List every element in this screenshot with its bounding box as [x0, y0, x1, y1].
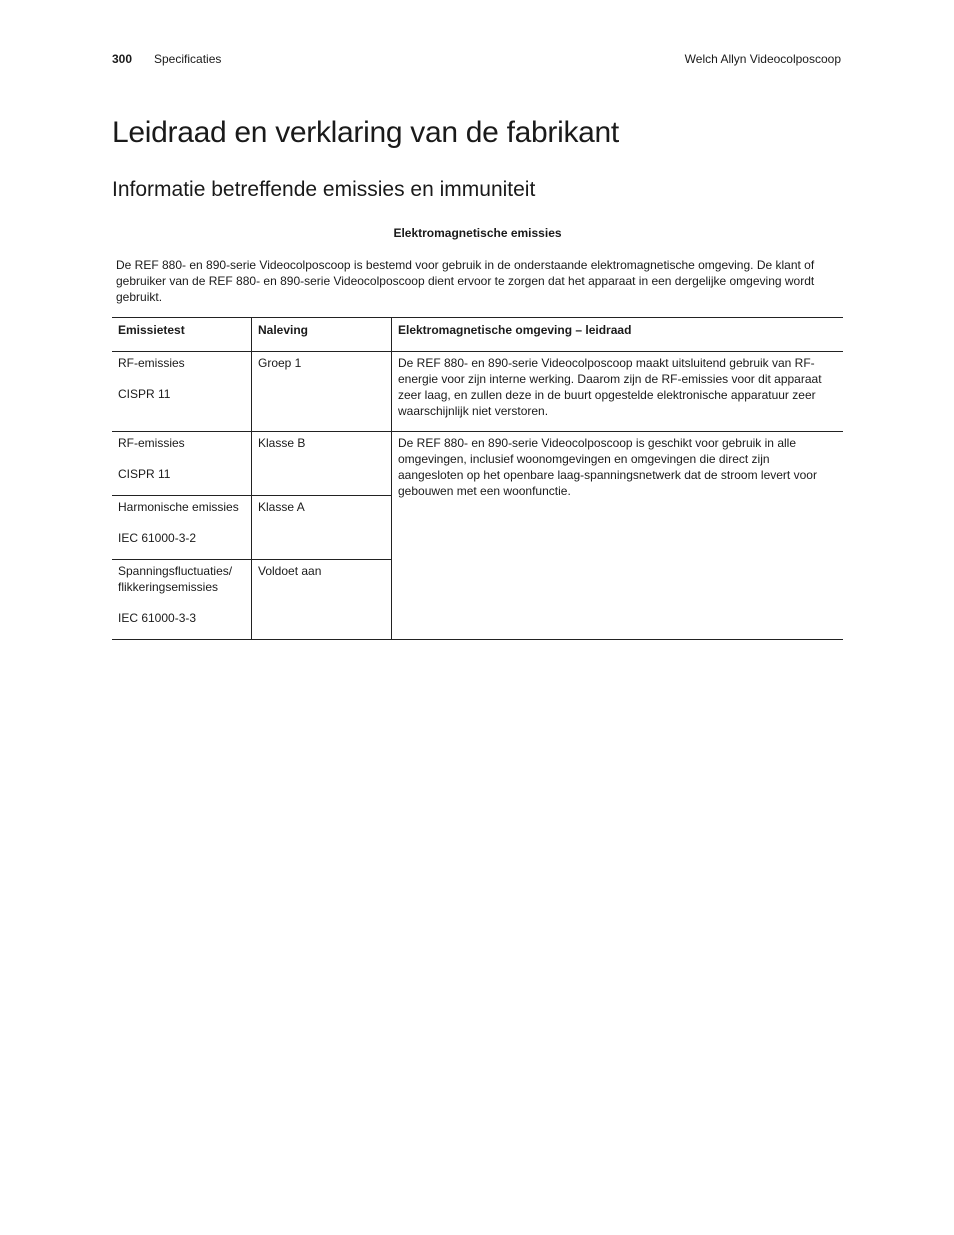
- table-caption: Elektromagnetische emissies: [393, 226, 562, 240]
- page-header: [112, 52, 841, 70]
- header-emission-test: Emissietest: [112, 318, 252, 352]
- test-standard: IEC 61000-3-3: [118, 611, 197, 625]
- test-name: RF-emissies: [118, 436, 185, 450]
- header-guidance: Elektromagnetische omgeving – leidraad: [398, 323, 632, 337]
- emission-test-cell: [112, 560, 252, 640]
- compliance-cell: Groep 1: [252, 352, 392, 432]
- table-header-row: [112, 318, 843, 352]
- emissions-table: [112, 317, 843, 640]
- emission-test-cell: [112, 432, 252, 496]
- compliance-cell: Klasse B: [252, 432, 392, 496]
- compliance-cell: Voldoet aan: [252, 560, 392, 640]
- test-standard: CISPR 11: [118, 387, 171, 401]
- page-number: 300: [112, 52, 133, 66]
- document-title: Welch Allyn Videocolposcoop: [684, 52, 841, 66]
- table-row: [112, 352, 843, 432]
- guidance-cell: De REF 880- en 890-serie Videocolposcoop is geschikt voor gebruik in alle omgevingen, inclusief woonomgevingen en omgevingen die direct zijn aangesloten op het openbare laag-spanningsnetwerk dat de stroom levert voor gebouwen met een woonfunctie.: [398, 436, 817, 498]
- emission-test-cell: [112, 496, 252, 560]
- header-compliance: Naleving: [252, 318, 392, 352]
- test-standard: IEC 61000-3-2: [118, 531, 197, 545]
- guidance-cell: De REF 880- en 890-serie Videocolposcoop maakt uitsluitend gebruik van RF-energie voor zijn interne werking. Daarom zijn de RF-emissies voor dit apparaat zeer laag, en zullen deze in de buurt opgestelde elektronische apparatuur zeer waarschijnlijk niet verstoren.: [398, 356, 822, 418]
- table-row: [112, 432, 843, 496]
- test-standard: CISPR 11: [118, 467, 171, 481]
- section-name: Specificaties: [154, 52, 222, 66]
- test-name-line-2: flikkeringsemissies: [118, 580, 219, 594]
- test-name-line-1: Spanningsfluctuaties/: [118, 564, 233, 578]
- emission-test-cell: [112, 352, 252, 432]
- page-title: Leidraad en verklaring van de fabrikant: [112, 116, 619, 149]
- test-name: Harmonische emissies: [118, 500, 239, 514]
- section-subtitle: Informatie betreffende emissies en immuniteit: [112, 178, 536, 201]
- compliance-cell: Klasse A: [252, 496, 392, 560]
- test-name: RF-emissies: [118, 356, 185, 370]
- intro-paragraph: De REF 880- en 890-serie Videocolposcoop is bestemd voor gebruik in de onderstaande elektromagnetische omgeving. De klant of gebruiker van de REF 880- en 890-serie Videocolposcoop dient ervoor te zorgen dat het apparaat in een dergelijke omgeving wordt gebruikt.: [116, 258, 815, 304]
